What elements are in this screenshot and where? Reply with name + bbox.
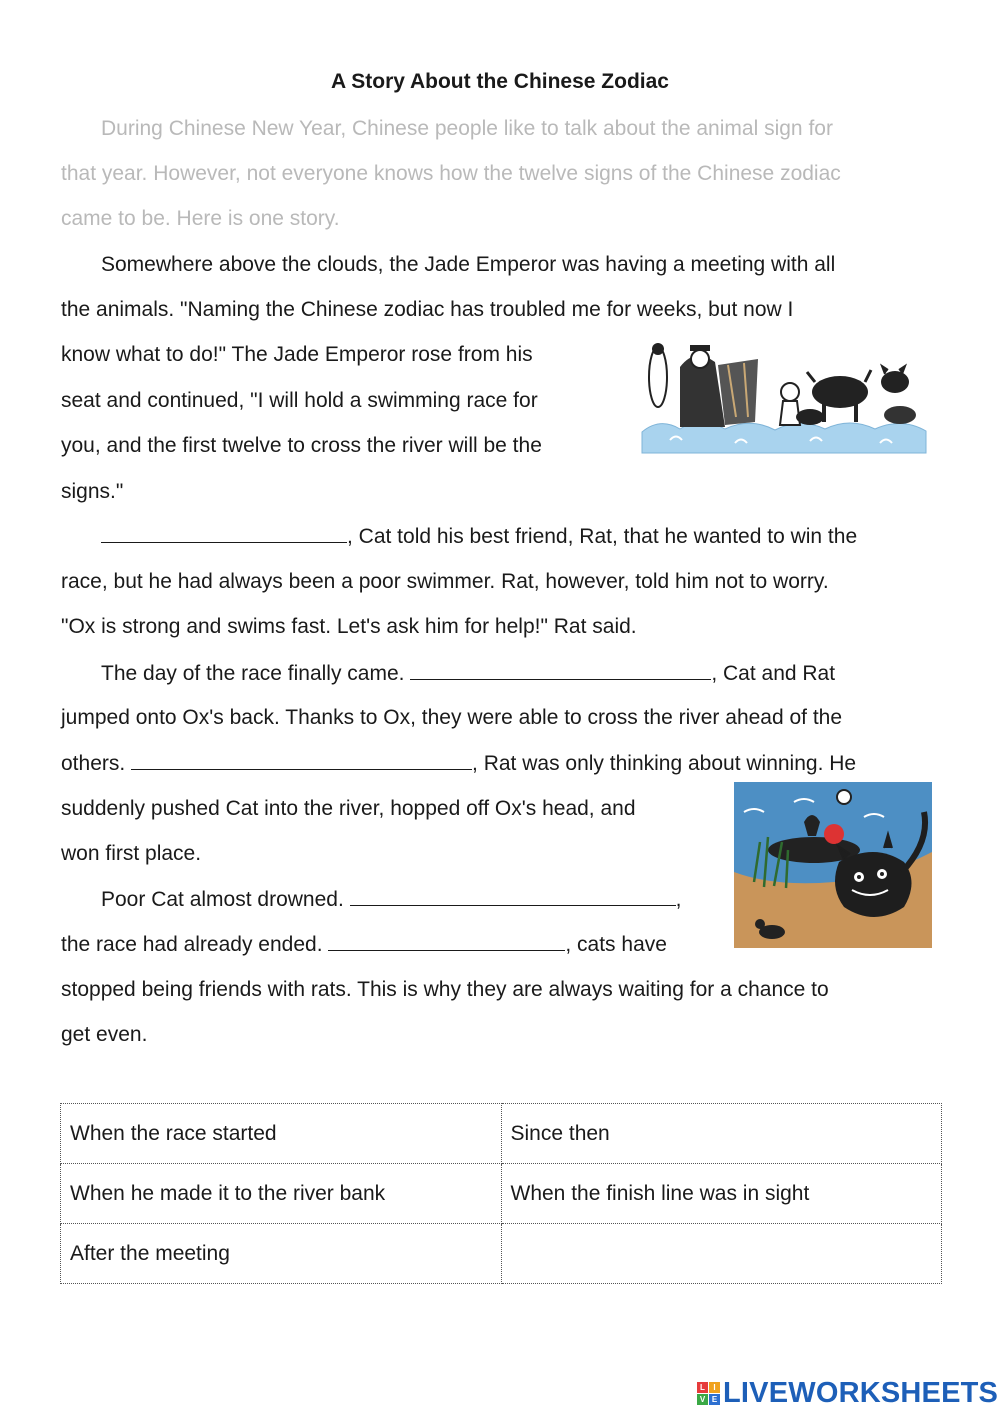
table-row [61,1224,942,1284]
option-cell[interactable]: When he made it to the river bank [61,1164,502,1224]
story-text: The day of the race finally came. [101,662,411,685]
story-text: , Cat and Rat [711,662,836,685]
answer-blank-2[interactable] [410,661,711,680]
intro-line: that year. However, not everyone knows how the twelve signs of the Chinese zodiac [61,162,841,185]
answer-blank-1[interactable] [101,524,347,543]
cat-rat-river-illustration [734,782,932,948]
table-row [61,1104,942,1164]
story-text: , cats have [565,933,667,956]
option-cell[interactable]: After the meeting [61,1224,502,1284]
table-row [61,1164,942,1224]
option-cell[interactable]: When the race started [61,1104,502,1164]
story-text: the race had already ended. [61,933,329,956]
option-cell[interactable]: When the finish line was in sight [501,1164,942,1224]
story-line-with-blank [61,751,856,776]
answer-options-table [60,1103,942,1284]
option-cell[interactable]: Since then [501,1104,942,1164]
story-line-with-blank [101,887,681,912]
answer-blank-5[interactable] [328,932,565,951]
story-text: others. [61,752,132,775]
answer-blank-3[interactable] [131,751,472,770]
story-text: , [675,888,682,911]
intro-line: came to be. Here is one story. [61,207,340,230]
story-line: race, but he had always been a poor swimmer. Rat, however, told him not to worry. [61,570,829,593]
logo-letter: L [697,1382,708,1393]
story-line: "Ox is strong and swims fast. Let's ask him for help!" Rat said. [61,615,637,638]
liveworksheets-logo [697,1376,998,1410]
story-line: jumped onto Ox's back. Thanks to Ox, they were able to cross the river ahead of the [61,706,843,729]
intro-line: During Chinese New Year, Chinese people like to talk about the animal sign for [101,117,833,140]
story-line: Somewhere above the clouds, the Jade Emperor was having a meeting with all [101,253,836,276]
story-text: Poor Cat almost drowned. [101,888,350,911]
story-line: the animals. "Naming the Chinese zodiac has troubled me for weeks, but now I [61,298,794,321]
answer-blank-4[interactable] [350,887,676,906]
jade-emperor-illustration [640,337,928,455]
story-line-with-blank [101,661,835,686]
logo-letter: I [709,1382,720,1393]
story-line: signs." [61,480,124,503]
story-line: stopped being friends with rats. This is why they are always waiting for a chance to [61,978,829,1001]
option-cell [501,1224,942,1284]
story-line: won first place. [61,842,202,865]
worksheet-title: A Story About the Chinese Zodiac [331,70,669,93]
story-text: , Rat was only thinking about winning. He [472,752,857,775]
logo-letter: V [697,1394,708,1405]
story-text: , Cat told his best friend, Rat, that he wanted to win the [347,525,858,548]
logo-text: LIVEWORKSHEETS [723,1376,999,1409]
story-line: know what to do!" The Jade Emperor rose from his [61,343,533,366]
story-line: seat and continued, "I will hold a swimming race for [61,389,538,412]
logo-mark-icon [697,1382,720,1405]
story-line-with-blank [61,932,667,957]
story-line: suddenly pushed Cat into the river, hopped off Ox's head, and [61,797,636,820]
story-line: you, and the first twelve to cross the river will be the [61,434,542,457]
logo-letter: E [709,1394,720,1405]
story-line: get even. [61,1023,148,1046]
story-line-with-blank [101,524,857,549]
